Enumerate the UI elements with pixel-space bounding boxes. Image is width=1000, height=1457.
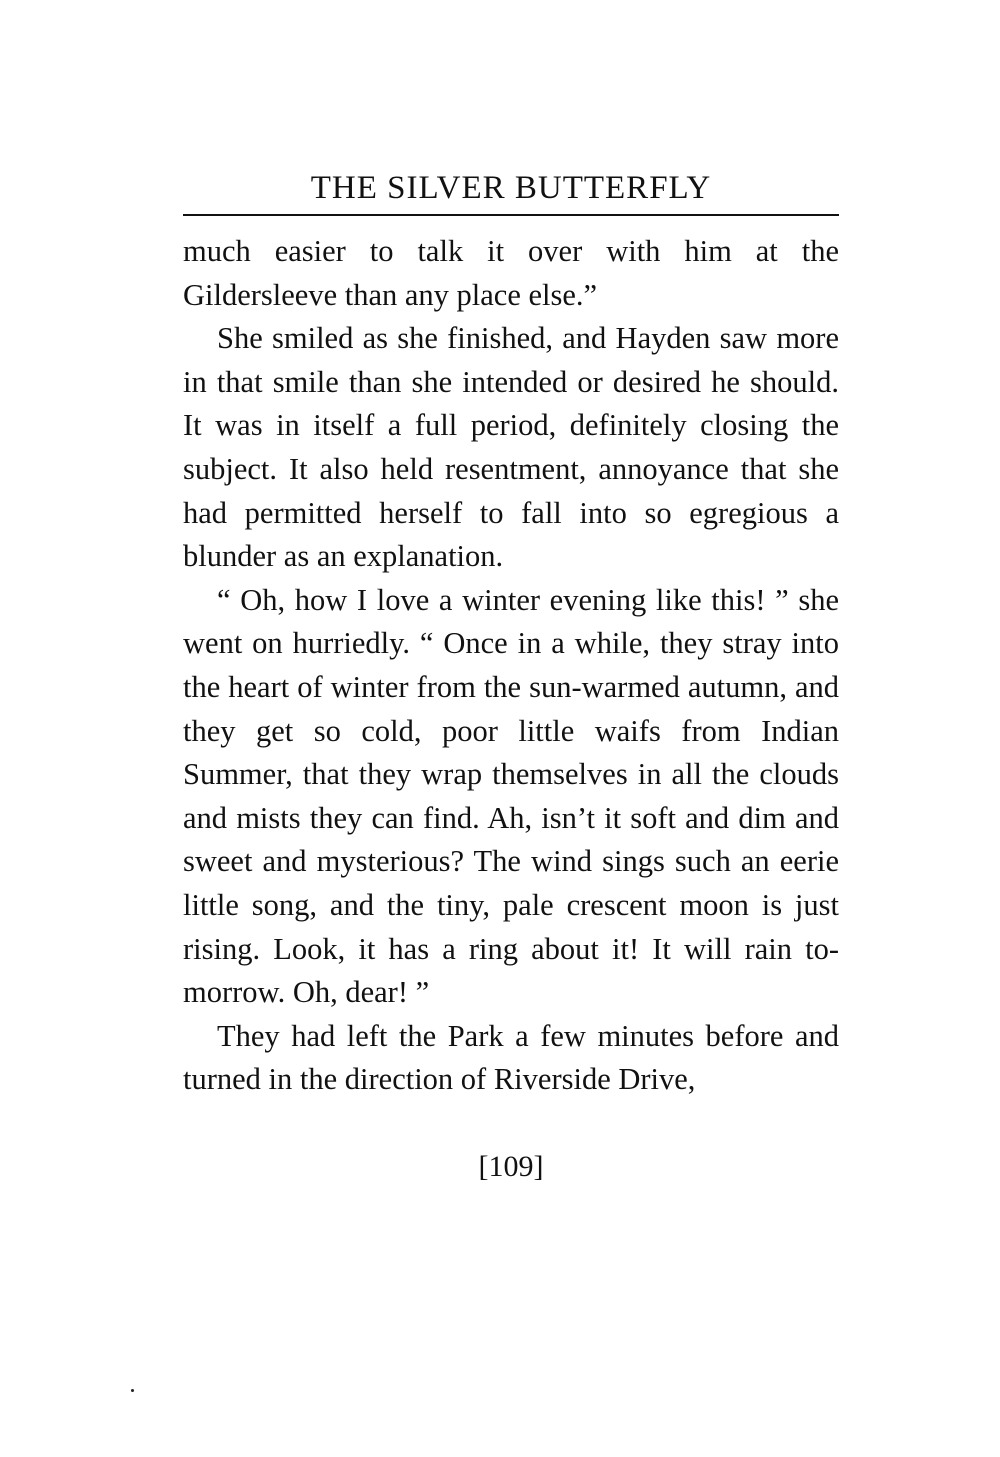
running-head: THE SILVER BUTTERFLY [310,170,712,206]
paragraph: She smiled as she finished, and Hayden saw more in that smile than she intended or desired he should. It was in itself a full period, definitely closing the subject. It also held resentment, annoyance that she had permitted herself to fall into so egregious a blunder as an explanation. [183,321,839,574]
paragraph: They had left the Park a few minutes before and turned in the direction of Riverside Drive, [183,1018,839,1097]
scan-speck [131,1389,134,1392]
paragraph: “ Oh, how I love a winter evening like this! ” she went on hurriedly. “ Once in a while, they stray into the heart of winter from the sun-warmed autumn, and they get so cold, poor little waifs from Indian Summer, that they wrap themselves in all the clouds and mists they can find. Ah, isn’t it soft and dim and sweet and mysterious? The wind sings such an eerie little song, and the tiny, pale crescent moon is just rising. Look, it has a ring about it! It will rain to-morrow. Oh, dear! ” [183,582,839,1010]
page-number: [109] [478,1150,544,1183]
paragraph-continued: much easier to talk it over with him at the Gildersleeve than any place else.” [183,234,839,312]
body-text [183,230,839,1102]
header-rule [183,214,839,216]
